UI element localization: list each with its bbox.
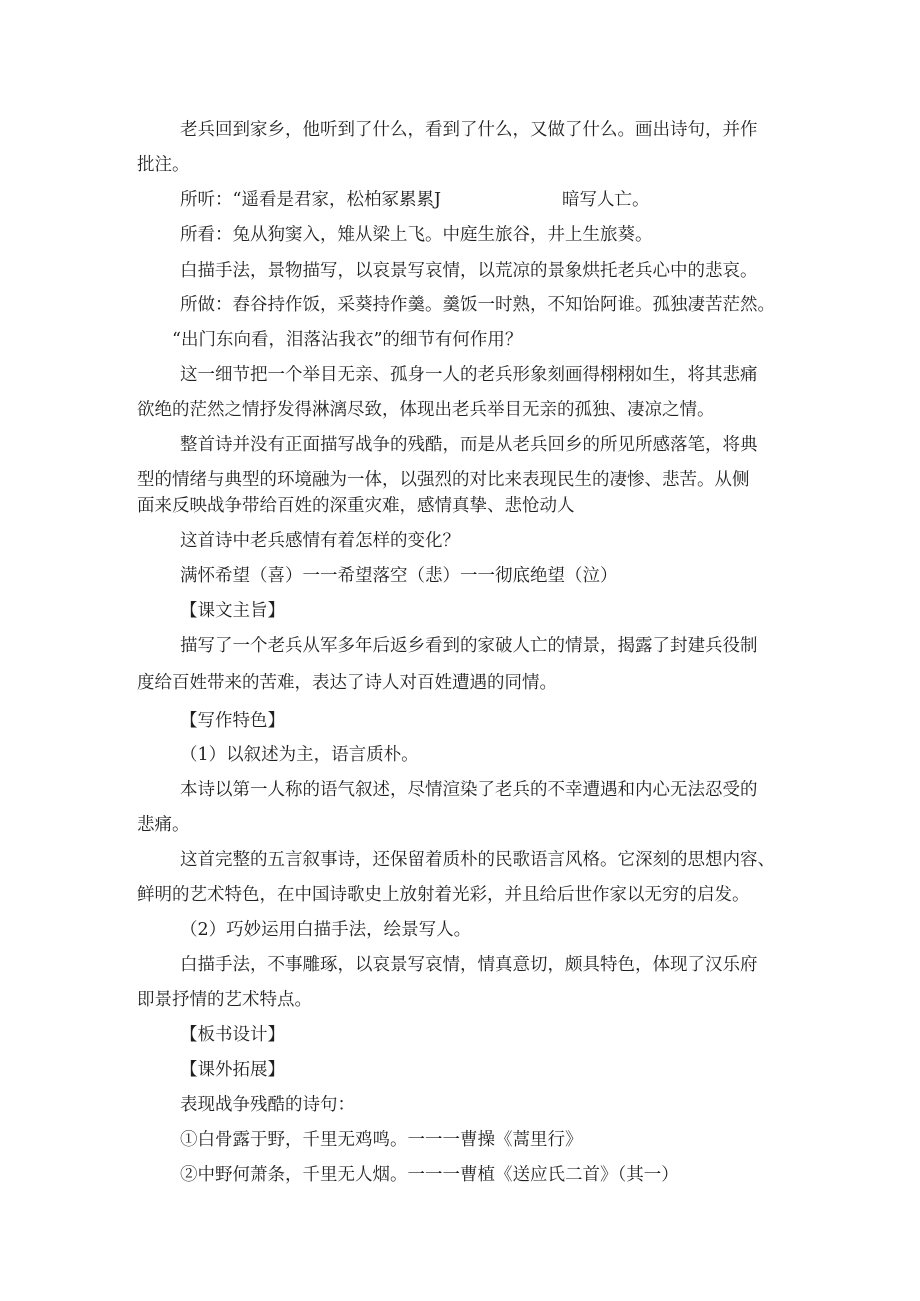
paragraph: （1）以叙述为主，语言质朴。: [180, 745, 419, 765]
paragraph: 描写了一个老兵从军多年后返乡看到的家破人亡的情景，揭露了封建兵役制: [180, 636, 758, 656]
section-heading: 【课外拓展】: [180, 1060, 285, 1080]
section-heading: 【写作特色】: [180, 711, 285, 731]
section-heading: 【课文主旨】: [180, 601, 285, 621]
paragraph: 欲绝的茫然之情抒发得淋漓尽致，体现出老兵举目无亲的孤独、凄凉之情。: [137, 400, 715, 420]
paragraph: 这一细节把一个举目无亲、孤身一人的老兵形象刻画得栩栩如生，将其悲痛: [180, 365, 758, 385]
list-item: ①白骨露于野，千里无鸡鸣。一一一曹操《蒿里行》: [180, 1130, 583, 1150]
paragraph: 即景抒情的艺术特点。: [137, 990, 312, 1010]
paragraph: 度给百姓带来的苦难，表达了诗人对百姓遭遇的同情。: [137, 673, 557, 693]
paragraph: 面来反映战争带给百姓的深重灾难，感情真挚、悲怆动人: [137, 496, 575, 516]
paragraph: 白描手法，不事雕琢，以哀景写哀情，情真意切，颇具特色，体现了汉乐府: [180, 955, 758, 975]
paragraph: （2）巧妙运用白描手法，绘景写人。: [180, 920, 472, 940]
paragraph: 这首诗中老兵感情有着怎样的变化？: [180, 531, 460, 551]
paragraph: 鲜明的艺术特色，在中国诗歌史上放射着光彩，并且给后世作家以无穷的启发。: [137, 885, 750, 905]
paragraph: 悲痛。: [137, 815, 190, 835]
section-heading: 【板书设计】: [180, 1025, 285, 1045]
paragraph: 所听：“遥看是君家，松柏冢累累J: [180, 190, 441, 210]
paragraph: 批注。: [137, 155, 190, 175]
list-item: ②中野何萧条，千里无人烟。一一一曹植《送应氏二首》（其一）: [180, 1165, 679, 1185]
paragraph: 所做：舂谷持作饭，采葵持作羹。羹饭一时熟，不知饴阿谁。孤独凄苦茫然。: [180, 295, 775, 315]
paragraph: 白描手法，景物描写，以哀景写哀情，以荒凉的景象烘托老兵心中的悲哀。: [180, 261, 758, 281]
paragraph: “出门东向看，泪落沾我衣”的细节有何作用？: [172, 330, 523, 350]
paragraph: 表现战争残酷的诗句：: [180, 1095, 355, 1115]
paragraph: 满怀希望（喜）一一希望落空（悲）一一彻底绝望（泣）: [180, 566, 618, 586]
paragraph: 所看：兔从狗窦入，雉从梁上飞。中庭生旅谷，井上生旅葵。: [180, 225, 653, 245]
paragraph: 暗写人亡。: [562, 190, 650, 210]
paragraph: 型的情绪与典型的环境融为一体，以强烈的对比来表现民生的凄惨、悲苦。从侧: [137, 470, 750, 490]
paragraph: 老兵回到家乡，他听到了什么，看到了什么，又做了什么。画出诗句，并作: [180, 120, 758, 140]
paragraph: 本诗以第一人称的语气叙述，尽情渲染了老兵的不幸遭遇和内心无法忍受的: [180, 780, 758, 800]
paragraph: 这首完整的五言叙事诗，还保留着质朴的民歌语言风格。它深刻的思想内容、: [180, 850, 775, 870]
paragraph: 整首诗并没有正面描写战争的残酷，而是从老兵回乡的所见所感落笔，将典: [180, 435, 758, 455]
